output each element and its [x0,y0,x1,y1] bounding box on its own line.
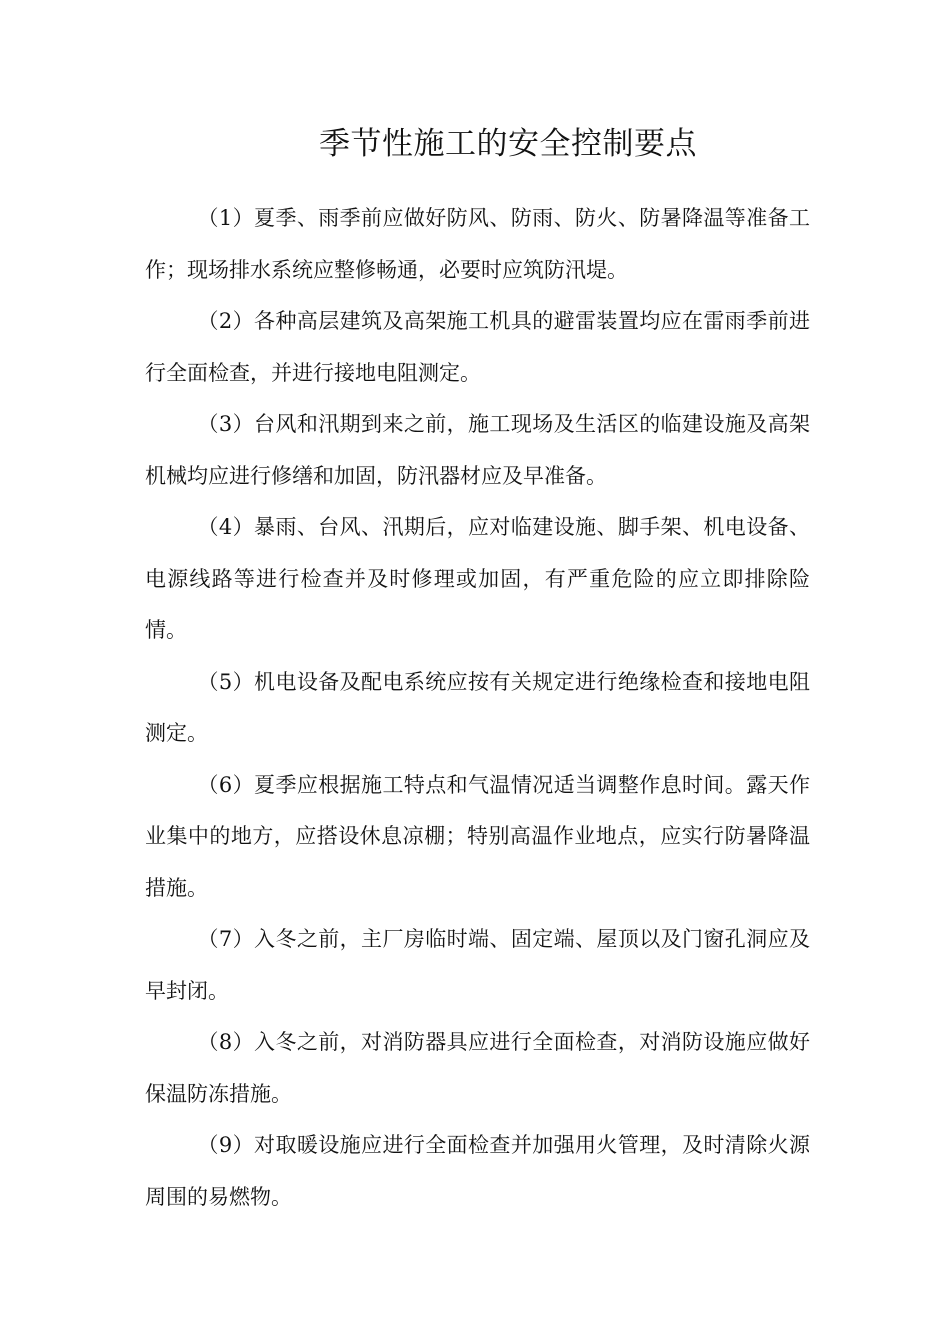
paragraph-9: （9）对取暖设施应进行全面检查并加强用火管理，及时清除火源周围的易燃物。 [145,1133,810,1209]
paragraph-5: （5）机电设备及配电系统应按有关规定进行绝缘检查和接地电阻测定。 [145,669,810,745]
paragraph-6: （6）夏季应根据施工特点和气温情况适当调整作息时间。露天作业集中的地方，应搭设休息凉棚；特别高温作业地点，应实行防暑降温措施。 [145,772,810,900]
document-title: 季节性施工的安全控制要点 [319,126,697,162]
document-body [145,193,810,1223]
paragraph-7: （7）入冬之前，主厂房临时端、固定端、屋顶以及门窗孔洞应及早封闭。 [145,927,810,1003]
paragraph-2: （2）各种高层建筑及高架施工机具的避雷装置均应在雷雨季前进行全面检查，并进行接地电阻测定。 [145,309,810,385]
paragraph-1: （1）夏季、雨季前应做好防风、防雨、防火、防暑降温等准备工作；现场排水系统应整修畅通，必要时应筑防汛堤。 [145,206,810,282]
paragraph-8: （8）入冬之前，对消防器具应进行全面检查，对消防设施应做好保温防冻措施。 [145,1030,810,1106]
paragraph-4: （4）暴雨、台风、汛期后，应对临建设施、脚手架、机电设备、电源线路等进行检查并及时修理或加固，有严重危险的应立即排除险情。 [145,515,810,642]
paragraph-3: （3）台风和汛期到来之前，施工现场及生活区的临建设施及高架机械均应进行修缮和加固，防汛器材应及早准备。 [145,412,810,488]
